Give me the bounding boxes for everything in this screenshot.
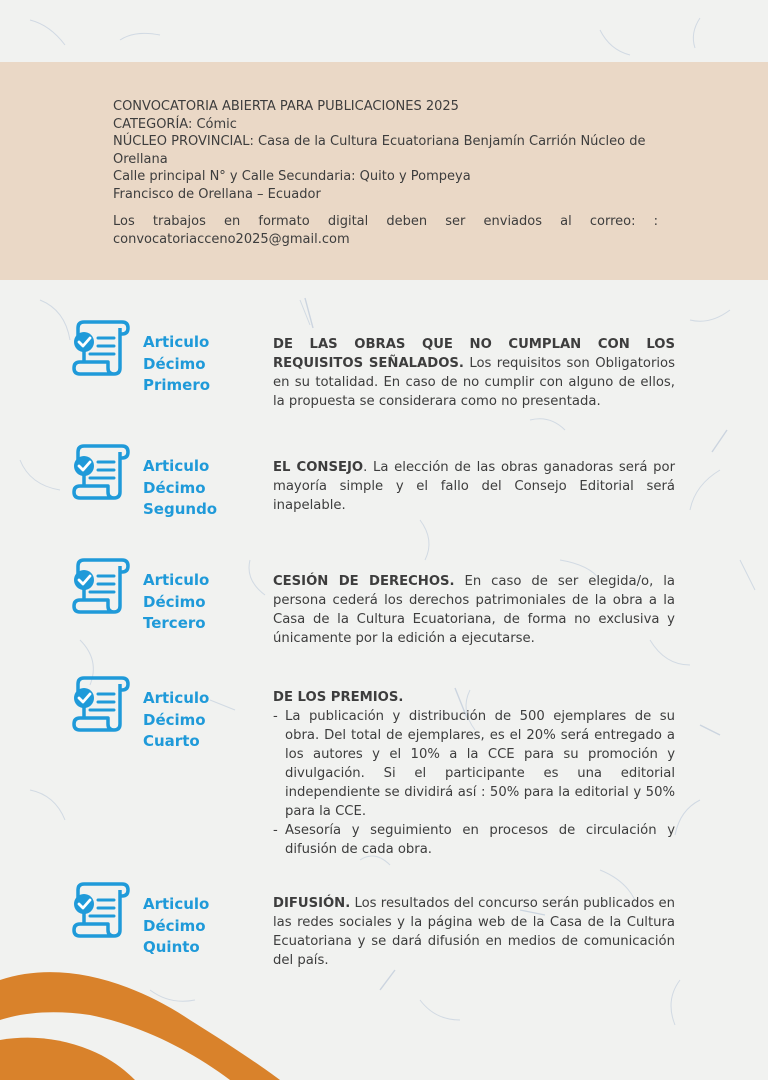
location: Francisco de Orellana – Ecuador	[113, 186, 321, 202]
address: Calle principal N° y Calle Secundaria: Quito y Pompeya	[113, 169, 471, 184]
article-lead: DIFUSIÓN.	[273, 896, 351, 911]
orange-brush-stroke	[0, 940, 300, 1080]
call-title: CONVOCATORIA ABIERTA PARA PUBLICACIONES 2025	[113, 99, 459, 114]
list-item: - Asesoría y seguimiento en procesos de circulación y difusión de cada obra.	[273, 821, 675, 859]
email-note: Los trabajos en formato digital deben ser enviados al correo: : convocatoriacceno2025@gmail.com	[113, 214, 658, 247]
article-title: Articulo Décimo Segundo	[143, 457, 218, 518]
article-body	[273, 572, 675, 648]
category: CATEGORÍA: Cómic	[113, 116, 237, 132]
article-text: Los resultados del concurso serán publicados en las redes sociales y la página web de la Casa de la Cultura Ecuatoriana y se dará difusión en medios de comunicación del país.	[273, 896, 675, 968]
article-title: Articulo Décimo Quinto	[143, 895, 210, 956]
article-lead: DE LOS PREMIOS.	[273, 690, 404, 705]
document-scroll-check-icon	[70, 556, 132, 618]
article-title: Articulo Décimo Cuarto	[143, 689, 210, 750]
provincial-nucleus: NÚCLEO PROVINCIAL: Casa de la Cultura Ecuatoriana Benjamín Carrión Núcleo de Orellana	[113, 134, 646, 167]
document-scroll-check-icon	[70, 880, 132, 942]
article-lead: CESIÓN DE DERECHOS.	[273, 574, 455, 589]
article-body	[273, 688, 675, 859]
article-text: Los requisitos son Obligatorios en su totalidad. En caso de no cumplir con alguno de ellos, la propuesta se considerara como no presentada.	[273, 356, 675, 409]
article-title: Articulo Décimo Primero	[143, 333, 211, 394]
article-lead: EL CONSEJO	[273, 460, 364, 475]
article-body	[273, 894, 675, 970]
article-body	[273, 335, 675, 411]
document-scroll-check-icon	[70, 318, 132, 380]
article-text: . La elección de las obras ganadoras será por mayoría simple y el fallo del Consejo Editorial será inapelable.	[273, 460, 675, 513]
document-scroll-check-icon	[70, 442, 132, 504]
article-body	[273, 458, 675, 515]
article-title: Articulo Décimo Tercero	[143, 571, 210, 632]
list-item: - La publicación y distribución de 500 ejemplares de su obra. Del total de ejemplares, es el 20% será entregado a los autores y el 10% a la CCE para su promoción y divulgación. Si el participante es una editorial independiente se dividirá así : 50% para la editorial y 50% para la CCE.	[273, 707, 675, 821]
document-scroll-check-icon	[70, 674, 132, 736]
header-info	[113, 98, 658, 248]
article-lead: DE LAS OBRAS QUE NO CUMPLAN CON LOS REQUISITOS SEÑALADOS.	[273, 337, 675, 371]
article-text: En caso de ser elegida/o, la persona cederá los derechos patrimoniales de la obra a la Casa de la Cultura Ecuatoriana, de forma no exclusiva y únicamente por la edición a ejecutarse.	[273, 574, 675, 646]
prize-list	[273, 707, 675, 859]
